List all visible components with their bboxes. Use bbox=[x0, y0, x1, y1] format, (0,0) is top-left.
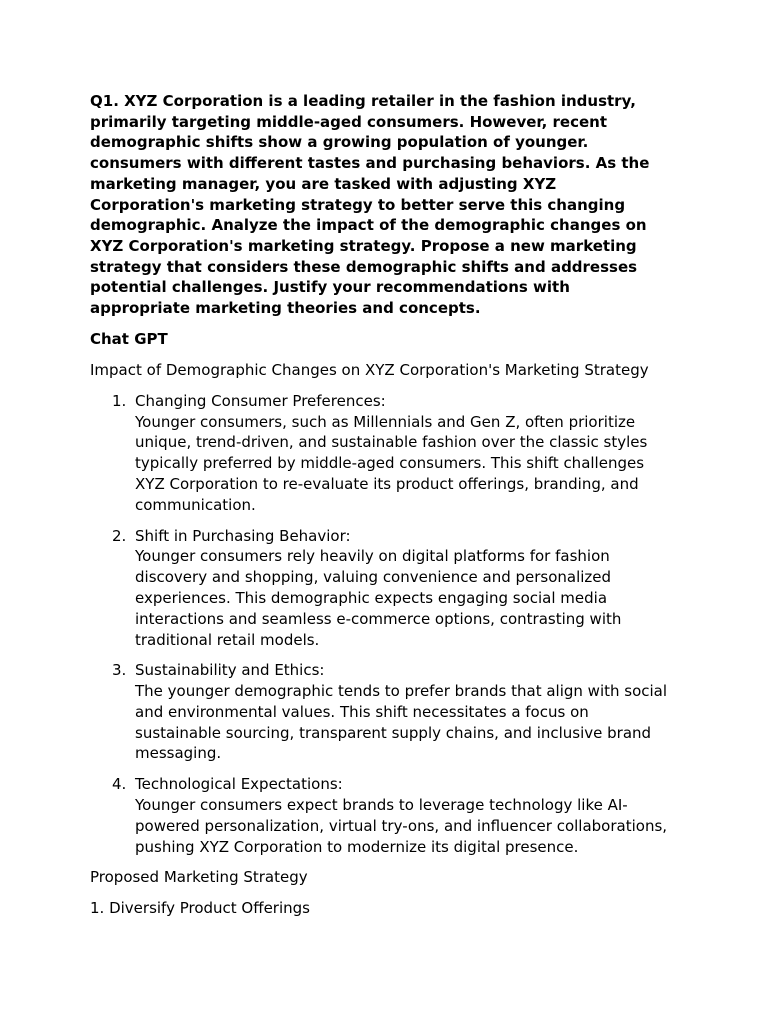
strategy-heading: Proposed Marketing Strategy bbox=[90, 868, 308, 887]
impact-heading: Impact of Demographic Changes on XYZ Corporation's Marketing Strategy bbox=[90, 360, 649, 379]
list-item bbox=[90, 526, 675, 651]
list-item-title: Changing Consumer Preferences: bbox=[135, 391, 386, 410]
strategy-first-item: 1. Diversify Product Offerings bbox=[90, 899, 310, 918]
list-item-title: Technological Expectations: bbox=[135, 775, 343, 794]
list-item-number: 4. bbox=[112, 775, 127, 794]
list-item-number: 1. bbox=[112, 391, 127, 410]
impact-list bbox=[90, 391, 678, 858]
list-item bbox=[90, 774, 675, 857]
list-item bbox=[90, 391, 675, 516]
list-item-number: 3. bbox=[112, 661, 127, 680]
list-item-number: 2. bbox=[112, 526, 127, 545]
question-text: Q1. XYZ Corporation is a leading retailer in the fashion industry, primarily targeting middle-aged consumers. However, recent demographic shifts show a growing population of younger. consumers with different tastes and purchasing behaviors. As the marketing manager, you are tasked with adjusting XYZ Corporation's marketing strategy to better serve this changing demographic. Analyze the impact of the demographic changes on XYZ Corporation's marketing strategy. Propose a new marketing strategy that considers these demographic shifts and addresses potential challenges. Justify your recommendations with appropriate marketing theories and concepts. bbox=[90, 92, 650, 318]
list-item-body: The younger demographic tends to prefer brands that align with social and environmental values. This shift necessitates a focus on sustainable sourcing, transparent supply chains, and inclusive brand messaging. bbox=[135, 682, 668, 763]
list-item-body: Younger consumers expect brands to leverage technology like AI-powered personalization, virtual try-ons, and influencer collaborations, pushing XYZ Corporation to modernize its digital presence. bbox=[135, 796, 668, 856]
list-item-title: Shift in Purchasing Behavior: bbox=[135, 526, 351, 545]
list-item-title: Sustainability and Ethics: bbox=[135, 661, 325, 680]
list-item bbox=[90, 660, 675, 764]
list-item-body: Younger consumers rely heavily on digital platforms for fashion discovery and shopping, valuing convenience and personalized experiences. This demographic expects engaging social media interactions and seamless e-commerce options, contrasting with traditional retail models. bbox=[135, 547, 622, 649]
list-item-body: Younger consumers, such as Millennials and Gen Z, often prioritize unique, trend-driven, and sustainable fashion over the classic styles typically preferred by middle-aged consumers. This shift challenges XYZ Corporation to re-evaluate its product offerings, branding, and communication. bbox=[135, 412, 648, 514]
author-label: Chat GPT bbox=[90, 329, 168, 348]
